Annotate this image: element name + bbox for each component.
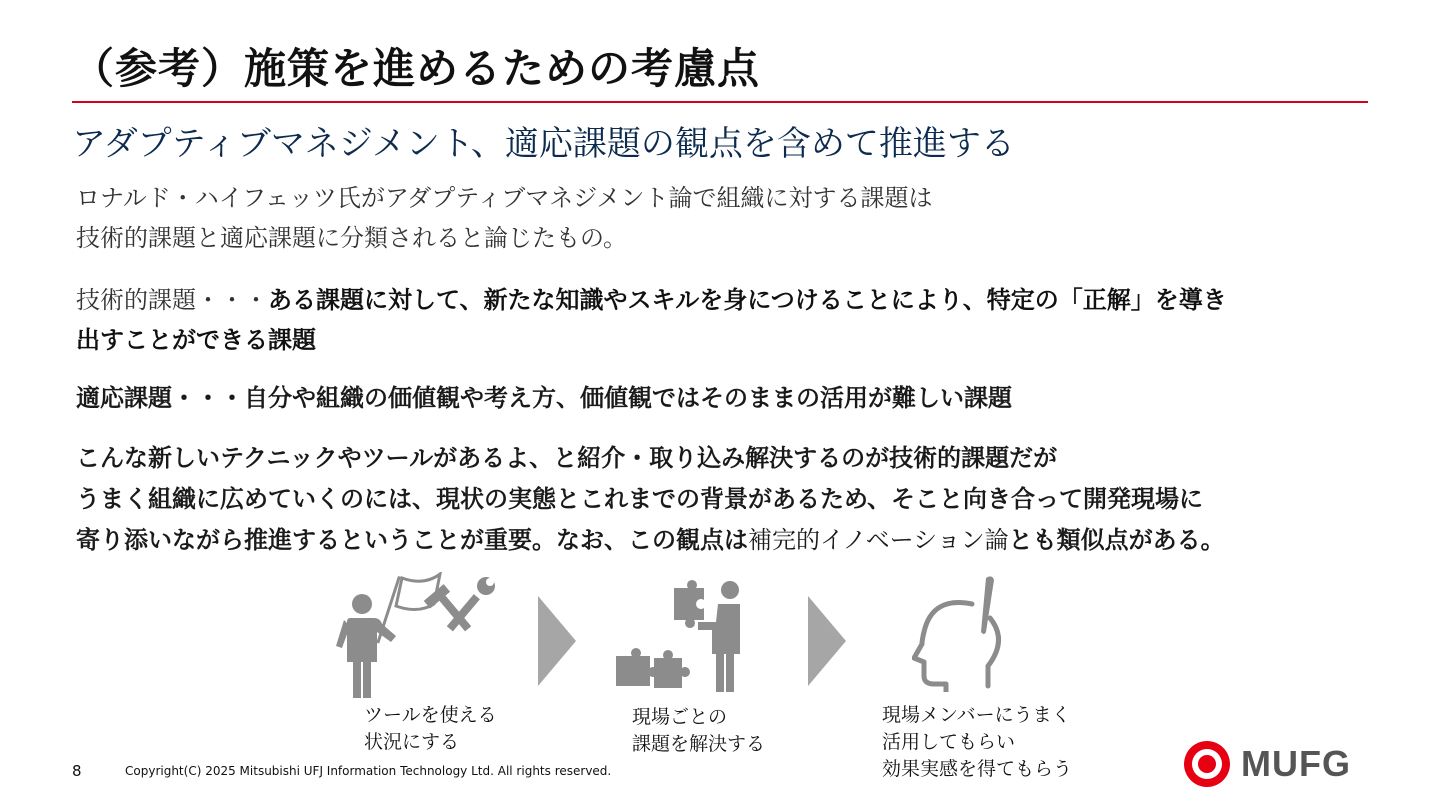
- head-idea-icon: [912, 574, 1022, 692]
- page-number: 8: [72, 762, 82, 780]
- intro-line-1: ロナルド・ハイフェッツ氏がアダプティブマネジメント論で組織に対する課題は: [76, 184, 933, 212]
- summary-line-3-bold: 寄り添いながら推進するということが重要。なお、この観点は: [76, 526, 748, 554]
- mufg-logo-text: MUFG: [1241, 743, 1351, 784]
- step-2-line-2: 課題を解決する: [632, 733, 766, 755]
- intro-paragraph: [76, 178, 933, 258]
- person-flag-tools-icon: [330, 572, 500, 698]
- page-title: （参考）施策を進めるための考慮点: [72, 44, 761, 93]
- summary-line-3: [76, 520, 1225, 561]
- technical-line-1: [76, 280, 1227, 320]
- step-3-line-1: 現場メンバーにうまく: [882, 704, 1071, 726]
- summary-line-1: こんな新しいテクニックやツールがあるよ、と紹介・取り込み解決するのが技術的課題だが: [76, 444, 1058, 472]
- summary-line-2: うまく組織に広めていくのには、現状の実態とこれまでの背景があるため、そこと向き合って開発現場に: [76, 485, 1204, 513]
- arrow-right-icon: [538, 596, 576, 686]
- mufg-logo-mark-icon: [1183, 740, 1231, 788]
- step-3-line-2: 活用してもらい: [882, 731, 1016, 753]
- step-1-line-1: ツールを使える: [364, 704, 497, 726]
- summary-line-3-end: とも類似点がある。: [1008, 526, 1225, 554]
- technical-text-1: ある課題に対して、新たな知識やスキルを身につけることにより、特定の「正解」を導き: [268, 286, 1227, 314]
- step-1-line-2: 状況にする: [364, 731, 460, 753]
- step-1-label: [364, 702, 497, 756]
- technical-text-2: 出すことができる課題: [76, 326, 316, 354]
- step-3-label: [882, 702, 1072, 783]
- intro-line-2: 技術的課題と適応課題に分類されると論じたもの。: [76, 224, 628, 252]
- adaptive-challenge-definition: 適応課題・・・自分や組織の価値観や考え方、価値観ではそのままの活用が難しい課題: [76, 384, 1012, 412]
- summary-paragraph: [76, 438, 1225, 561]
- summary-line-3-normal: 補完的イノベーション論: [748, 526, 1009, 554]
- technical-challenge-definition: [76, 280, 1227, 360]
- technical-label: 技術的課題・・・: [76, 286, 268, 314]
- copyright-notice: Copyright(C) 2025 Mitsubishi UFJ Information Technology Ltd. All rights reserved.: [125, 764, 612, 778]
- title-divider: [72, 101, 1368, 103]
- person-puzzle-icon: [610, 576, 750, 694]
- arrow-right-icon: [808, 596, 846, 686]
- step-3-line-3: 効果実感を得てもらう: [882, 758, 1073, 780]
- step-2-label: [632, 704, 765, 758]
- mufg-logo: [1183, 740, 1351, 788]
- step-2-line-1: 現場ごとの: [632, 706, 728, 728]
- page-subtitle: アダプティブマネジメント、適応課題の観点を含めて推進する: [72, 124, 1015, 164]
